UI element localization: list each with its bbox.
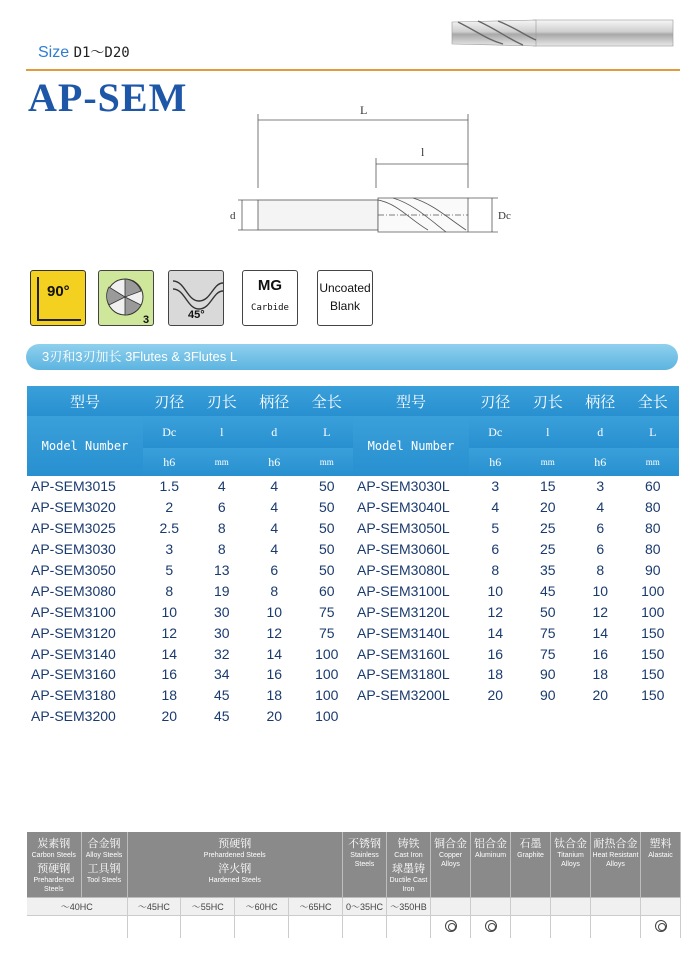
cutting-diameter: 1.5 xyxy=(159,478,179,495)
model-number: AP-SEM3160L xyxy=(357,645,450,662)
table-row xyxy=(27,497,353,518)
dim-Dc-label: Dc xyxy=(498,210,511,222)
flute-length: 20 xyxy=(539,499,556,516)
overall-length: 100 xyxy=(315,666,339,683)
overall-length: 100 xyxy=(315,708,339,725)
size-label: Size xyxy=(38,44,70,61)
dimension-drawing xyxy=(228,100,538,240)
helix-angle-label: 45° xyxy=(188,309,205,321)
cutting-diameter: 20 xyxy=(161,708,178,725)
mat-stainless: 不锈钢 Stainless Steels xyxy=(343,832,387,898)
col-model-en: Model Number xyxy=(353,416,469,476)
header-divider xyxy=(26,69,680,71)
mat-heat-resistant: 耐热合金 Heat Resistant Alloys xyxy=(591,832,641,898)
carbide-grade-icon xyxy=(242,270,298,326)
cutting-diameter: 4 xyxy=(491,499,500,516)
flute-length: 75 xyxy=(539,624,556,641)
cutting-diameter: 12 xyxy=(161,624,178,641)
table-row xyxy=(353,580,679,601)
col-dc-cn: 刃径 xyxy=(469,386,522,416)
overall-length: 60 xyxy=(644,478,661,495)
mat-graphite: 石墨 Graphite xyxy=(511,832,551,898)
cutting-diameter: 16 xyxy=(161,666,178,683)
shank-diameter: 6 xyxy=(270,562,279,578)
col-model-cn: 型号 xyxy=(353,386,469,416)
materials-table xyxy=(27,832,681,938)
col-l-unit: mm xyxy=(196,448,249,476)
mat-alloy: 合金钢 Alloy Steels 工具钢 Tool Steels xyxy=(81,832,127,898)
cutting-diameter: 5 xyxy=(491,520,500,537)
suitable-plastic-icon xyxy=(641,916,681,938)
table-row xyxy=(27,560,353,581)
flute-length: 30 xyxy=(213,624,230,641)
cutting-diameter: 3 xyxy=(491,478,500,495)
three-flute-icon xyxy=(98,270,154,326)
shank-diameter: 6 xyxy=(596,520,605,537)
table-row xyxy=(353,476,679,497)
flute-length: 32 xyxy=(213,645,230,662)
model-number: AP-SEM3180L xyxy=(357,666,450,683)
cutting-diameter: 10 xyxy=(161,603,178,620)
model-number: AP-SEM3100 xyxy=(31,603,116,620)
model-number: AP-SEM3200 xyxy=(31,708,116,725)
model-number: AP-SEM3200L xyxy=(357,687,450,704)
cutting-diameter: 8 xyxy=(491,562,500,578)
col-l-cn: 刃长 xyxy=(196,386,249,416)
hardness-carbon: ～40HC xyxy=(27,898,127,916)
flute-length: 90 xyxy=(539,666,556,683)
hardness-stainless: 0～35HC xyxy=(343,898,387,916)
col-L: L xyxy=(627,416,680,448)
flute-length: 13 xyxy=(213,562,230,578)
flute-length: 75 xyxy=(539,645,556,662)
mat-carbon: 炭素钢 Carbon Steels 预硬钢 Prehardened Steels xyxy=(27,832,81,898)
mat-prehardened: 预硬钢 Prehardened Steels 淬火钢 Hardened Steels xyxy=(127,832,343,898)
cutting-diameter: 8 xyxy=(165,582,174,599)
overall-length: 150 xyxy=(641,624,665,641)
shank-diameter: 12 xyxy=(592,603,609,620)
table-row xyxy=(27,476,353,497)
shank-diameter: 8 xyxy=(596,562,605,578)
mat-aluminum: 铝合金 Aluminum xyxy=(471,832,511,898)
flute-length: 90 xyxy=(539,687,556,704)
flute-length: 6 xyxy=(217,499,226,516)
series-banner: 3刃和3刃加长 3Flutes & 3Flutes L xyxy=(26,344,678,370)
col-model-cn: 型号 xyxy=(27,386,143,416)
model-number: AP-SEM3025 xyxy=(31,520,116,537)
cutting-diameter: 2 xyxy=(165,499,174,516)
col-L-unit: mm xyxy=(301,448,354,476)
table-row xyxy=(353,685,679,706)
flute-length: 45 xyxy=(213,708,230,725)
shank-diameter: 6 xyxy=(596,541,605,558)
table-row xyxy=(353,539,679,560)
shank-diameter: 14 xyxy=(592,624,609,641)
cutting-diameter: 14 xyxy=(487,624,504,641)
left-table-body xyxy=(27,476,353,727)
model-number: AP-SEM3020 xyxy=(31,499,116,516)
col-d: d xyxy=(248,416,301,448)
flute-length: 19 xyxy=(213,582,230,599)
col-L-unit: mm xyxy=(627,448,680,476)
cutting-diameter: 6 xyxy=(491,541,500,558)
shank-diameter: 4 xyxy=(270,541,279,558)
cutting-diameter: 3 xyxy=(165,541,174,558)
cutting-diameter: 18 xyxy=(161,687,178,704)
mat-copper: 铜合金 Copper Alloys xyxy=(431,832,471,898)
angle-90-icon xyxy=(30,270,86,326)
col-model-en: Model Number xyxy=(27,416,143,476)
overall-length: 50 xyxy=(318,478,335,495)
overall-length: 100 xyxy=(315,645,339,662)
flute-length: 34 xyxy=(213,666,230,683)
overall-length: 100 xyxy=(641,582,665,599)
shank-diameter: 4 xyxy=(596,499,605,516)
col-L-cn: 全长 xyxy=(301,386,354,416)
overall-length: 150 xyxy=(641,687,665,704)
spec-table-left xyxy=(27,386,353,727)
col-dc-cn: 刃径 xyxy=(143,386,196,416)
col-dc-tol: h6 xyxy=(469,448,522,476)
table-row xyxy=(353,664,679,685)
page-title: AP-SEM xyxy=(28,75,188,120)
cutting-diameter: 12 xyxy=(487,603,504,620)
material-label: Carbide xyxy=(251,303,289,313)
model-number: AP-SEM3140L xyxy=(357,624,450,641)
overall-length: 100 xyxy=(315,687,339,704)
flute-length: 50 xyxy=(539,603,556,620)
cutting-diameter: 10 xyxy=(487,582,504,599)
overall-length: 80 xyxy=(644,520,661,537)
overall-length: 80 xyxy=(644,541,661,558)
model-number: AP-SEM3030L xyxy=(357,478,450,495)
flute-length: 45 xyxy=(213,687,230,704)
model-number: AP-SEM3050L xyxy=(357,520,450,537)
model-number: AP-SEM3180 xyxy=(31,687,116,704)
model-number: AP-SEM3160 xyxy=(31,666,116,683)
table-row xyxy=(27,539,353,560)
flute-length: 15 xyxy=(539,478,556,495)
mat-titanium: 钛合金 Titanium Alloys xyxy=(551,832,591,898)
col-d-tol: h6 xyxy=(574,448,627,476)
hardness-45: ～45HC xyxy=(127,898,181,916)
table-row xyxy=(353,560,679,581)
model-number: AP-SEM3080 xyxy=(31,582,116,599)
dim-l-label: l xyxy=(421,145,425,159)
overall-length: 150 xyxy=(641,666,665,683)
shank-diameter: 4 xyxy=(270,499,279,516)
model-number: AP-SEM3060L xyxy=(357,541,450,558)
col-d-tol: h6 xyxy=(248,448,301,476)
flute-length: 8 xyxy=(217,520,226,537)
uncoated-line1: Uncoated xyxy=(319,281,371,295)
table-row xyxy=(353,518,679,539)
shank-diameter: 8 xyxy=(270,582,279,599)
shank-diameter: 14 xyxy=(266,645,283,662)
cutting-diameter: 5 xyxy=(165,562,174,578)
col-l-unit: mm xyxy=(522,448,575,476)
col-L: L xyxy=(301,416,354,448)
shank-diameter: 3 xyxy=(596,478,605,495)
shank-diameter: 16 xyxy=(266,666,283,683)
shank-diameter: 4 xyxy=(270,478,279,495)
model-number: AP-SEM3015 xyxy=(31,478,116,495)
cutting-diameter: 18 xyxy=(487,666,504,683)
col-dc: Dc xyxy=(143,416,196,448)
model-number: AP-SEM3100L xyxy=(357,582,450,599)
size-line xyxy=(38,42,130,62)
table-row xyxy=(27,518,353,539)
cutting-diameter: 14 xyxy=(161,645,178,662)
mat-plastic: 塑料 Alastaic xyxy=(641,832,681,898)
uncoated-line2: Blank xyxy=(329,299,361,313)
flute-length: 25 xyxy=(539,541,556,558)
flute-length: 30 xyxy=(213,603,230,620)
table-row xyxy=(353,622,679,643)
flute-length: 35 xyxy=(539,562,556,578)
spec-table-right xyxy=(353,386,679,706)
flute-count: 3 xyxy=(143,314,150,326)
col-l: l xyxy=(196,416,249,448)
model-number: AP-SEM3120L xyxy=(357,603,450,620)
dim-d-label: d xyxy=(230,210,236,222)
helix-45-icon xyxy=(168,270,224,326)
shank-diameter: 18 xyxy=(592,666,609,683)
table-row xyxy=(27,706,353,727)
mat-castiron: 铸铁 Cast Iron 球墨铸 Ductile Cast Iron xyxy=(387,832,431,898)
col-d-cn: 柄径 xyxy=(248,386,301,416)
overall-length: 75 xyxy=(318,624,335,641)
overall-length: 75 xyxy=(318,603,335,620)
col-dc-tol: h6 xyxy=(143,448,196,476)
flute-length: 8 xyxy=(217,541,226,558)
cutting-diameter: 16 xyxy=(487,645,504,662)
overall-length: 100 xyxy=(641,603,665,620)
table-row xyxy=(353,601,679,622)
overall-length: 150 xyxy=(641,645,665,662)
table-row xyxy=(27,601,353,622)
cutting-diameter: 20 xyxy=(487,687,504,704)
shank-diameter: 20 xyxy=(266,708,283,725)
table-row xyxy=(27,580,353,601)
model-number: AP-SEM3140 xyxy=(31,645,116,662)
table-row xyxy=(353,643,679,664)
shank-diameter: 10 xyxy=(266,603,283,620)
hardness-castiron: ～350HB xyxy=(387,898,431,916)
overall-length: 80 xyxy=(644,499,661,516)
overall-length: 50 xyxy=(318,499,335,516)
model-number: AP-SEM3120 xyxy=(31,624,116,641)
overall-length: 50 xyxy=(318,541,335,558)
shank-diameter: 20 xyxy=(592,687,609,704)
shank-diameter: 18 xyxy=(266,687,283,704)
hardness-65: ～65HC xyxy=(289,898,343,916)
right-table-body xyxy=(353,476,679,706)
hardness-60: ～60HC xyxy=(235,898,289,916)
overall-length: 60 xyxy=(318,582,335,599)
col-d-cn: 柄径 xyxy=(574,386,627,416)
suitable-copper-icon xyxy=(431,916,471,938)
dim-L-label: L xyxy=(360,103,368,117)
endmill-photo xyxy=(448,10,678,56)
table-row xyxy=(27,643,353,664)
col-d: d xyxy=(574,416,627,448)
suitable-aluminum-icon xyxy=(471,916,511,938)
model-number: AP-SEM3080L xyxy=(357,562,450,578)
col-l: l xyxy=(522,416,575,448)
size-range: D1～D20 xyxy=(73,45,130,61)
model-number: AP-SEM3040L xyxy=(357,499,450,516)
table-row xyxy=(353,497,679,518)
table-row xyxy=(27,685,353,706)
cutting-diameter: 2.5 xyxy=(159,520,179,537)
overall-length: 50 xyxy=(318,520,335,537)
overall-length: 50 xyxy=(318,562,335,578)
angle-90-label: 90° xyxy=(47,283,70,300)
shank-diameter: 16 xyxy=(592,645,609,662)
shank-diameter: 4 xyxy=(270,520,279,537)
table-row xyxy=(27,664,353,685)
hardness-55: ～55HC xyxy=(181,898,235,916)
overall-length: 90 xyxy=(644,562,661,578)
shank-diameter: 10 xyxy=(592,582,609,599)
coating-grade: MG xyxy=(257,277,283,294)
col-dc: Dc xyxy=(469,416,522,448)
model-number: AP-SEM3050 xyxy=(31,562,116,578)
flute-length: 45 xyxy=(539,582,556,599)
shank-diameter: 12 xyxy=(266,624,283,641)
table-row xyxy=(27,622,353,643)
uncoated-icon xyxy=(317,270,373,326)
col-L-cn: 全长 xyxy=(627,386,680,416)
col-l-cn: 刃长 xyxy=(522,386,575,416)
flute-length: 25 xyxy=(539,520,556,537)
flute-length: 4 xyxy=(217,478,226,495)
model-number: AP-SEM3030 xyxy=(31,541,116,558)
